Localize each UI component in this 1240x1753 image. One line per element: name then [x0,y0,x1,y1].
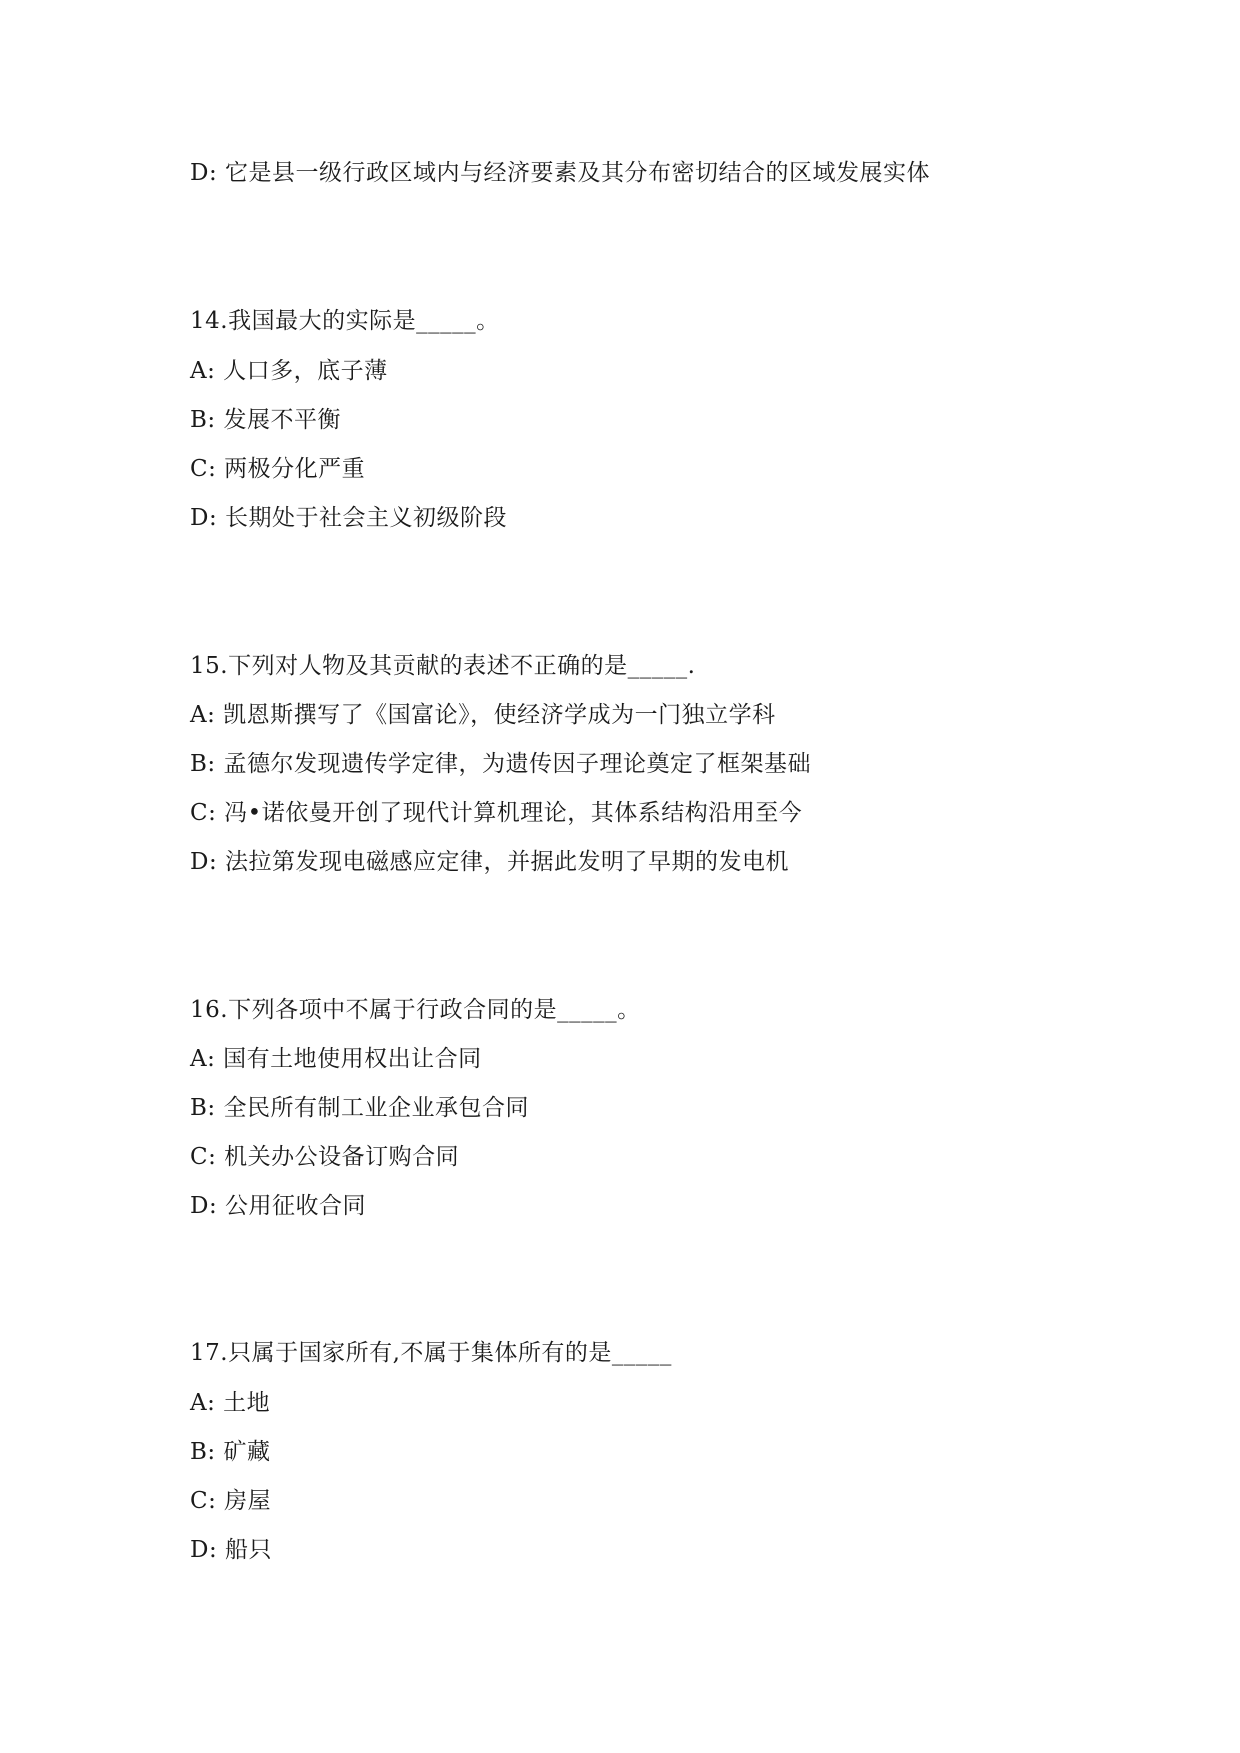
question-stem: 17.只属于国家所有,不属于集体所有的是_____ [190,1340,672,1366]
option-c: C: 房屋 [190,1488,272,1514]
option-c: C: 机关办公设备订购合同 [190,1144,460,1170]
option-d: D: 法拉第发现电磁感应定律，并据此发明了早期的发电机 [190,849,790,875]
q13-option-d: D: 它是县一级行政区域内与经济要素及其分布密切结合的区域发展实体 [190,160,931,186]
option-b: B: 全民所有制工业企业承包合同 [190,1095,529,1121]
option-a: A: 土地 [190,1390,271,1416]
option-c: C: 冯•诺依曼开创了现代计算机理论，其体系结构沿用至今 [190,800,803,826]
option-c: C: 两极分化严重 [190,456,366,482]
option-a: A: 人口多，底子薄 [190,358,388,384]
option-b: B: 孟德尔发现遗传学定律，为遗传因子理论奠定了框架基础 [190,751,811,777]
option-a: A: 国有土地使用权出让合同 [190,1046,482,1072]
option-b: B: 发展不平衡 [190,407,341,433]
question-stem: 15.下列对人物及其贡献的表述不正确的是_____. [190,653,696,679]
option-d: D: 公用征收合同 [190,1193,367,1219]
option-d: D: 船只 [190,1537,273,1563]
option-a: A: 凯恩斯撰写了《国富论》，使经济学成为一门独立学科 [190,702,776,728]
question-stem: 14.我国最大的实际是_____。 [190,308,500,334]
question-stem: 16.下列各项中不属于行政合同的是_____。 [190,997,641,1023]
option-b: B: 矿藏 [190,1439,271,1465]
option-d: D: 长期处于社会主义初级阶段 [190,505,508,531]
